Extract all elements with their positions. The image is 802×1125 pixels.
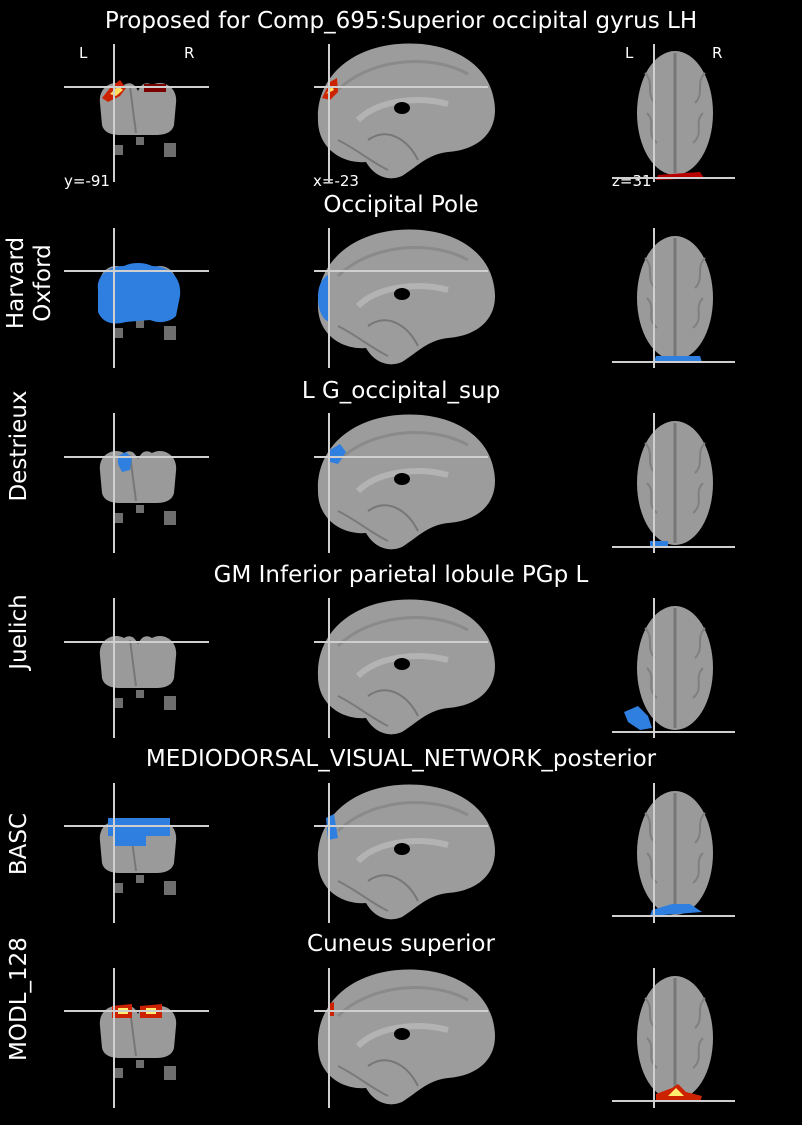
- row-label-harvard-oxford: Harvard Oxford: [3, 236, 56, 330]
- coronal-atlas-region: [98, 263, 180, 324]
- row-modl-slices: [64, 968, 735, 1108]
- row-label-modl: MODL_128: [6, 937, 32, 1061]
- row-label-destrieux: Destrieux: [6, 390, 32, 502]
- row-title-juelich: GM Inferior parietal lobule PGp L: [213, 562, 589, 588]
- row-title-harvard-oxford: Occipital Pole: [323, 192, 479, 218]
- axial-coordinate: z=31: [612, 172, 652, 190]
- row-label-basc: BASC: [6, 812, 32, 876]
- axial-left-marker: L: [625, 44, 634, 62]
- row-basc-slices: [64, 783, 735, 923]
- coronal-left-marker: L: [79, 44, 88, 62]
- row-juelich-slices: [64, 598, 735, 738]
- figure-title: Proposed for Comp_695:Superior occipital gyrus LH: [104, 8, 698, 34]
- axial-right-marker: R: [712, 44, 723, 62]
- row-label-juelich: Juelich: [6, 594, 32, 670]
- coronal-right-marker: R: [184, 44, 195, 62]
- row-title-modl: Cuneus superior: [307, 931, 495, 957]
- sagittal-coordinate: x=-23: [313, 172, 359, 190]
- row-harvard-oxford-slices: [64, 228, 735, 368]
- row-destrieux-slices: [64, 413, 735, 553]
- row-proposed-slices: [64, 44, 735, 182]
- row-title-destrieux: L G_occipital_sup: [301, 378, 501, 404]
- coronal-coordinate: y=-91: [64, 172, 110, 190]
- row-title-basc: MEDIODORSAL_VISUAL_NETWORK_posterior: [145, 746, 657, 772]
